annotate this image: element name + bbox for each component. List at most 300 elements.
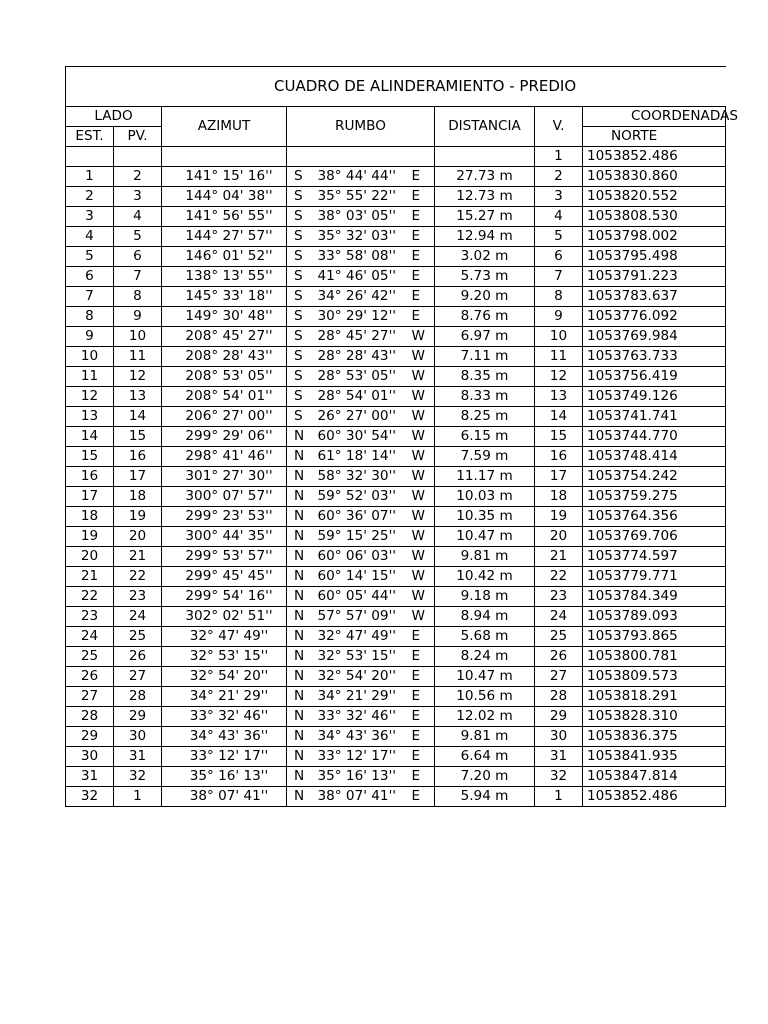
alignment-table-sheet bbox=[65, 66, 739, 809]
cell-pv: 26 bbox=[114, 647, 162, 667]
cell-rumbo-dir: N bbox=[287, 687, 314, 707]
cell-v: 2 bbox=[535, 167, 583, 187]
cell-rumbo-angle: 26° 27' 00'' bbox=[314, 407, 408, 427]
cell-rumbo-dir: N bbox=[287, 647, 314, 667]
cell-distancia: 6.64 m bbox=[435, 747, 535, 767]
cell-est: 18 bbox=[66, 507, 114, 527]
table-row bbox=[66, 787, 726, 807]
cell-pv bbox=[114, 147, 162, 167]
table-row bbox=[66, 447, 726, 467]
cell-rumbo-ew: W bbox=[408, 387, 435, 407]
cell-rumbo-angle: 38° 03' 05'' bbox=[314, 207, 408, 227]
cell-pv: 4 bbox=[114, 207, 162, 227]
title-row bbox=[66, 67, 726, 107]
cell-pv: 30 bbox=[114, 727, 162, 747]
cell-azimut: 299° 54' 16'' bbox=[162, 587, 287, 607]
header-rumbo: RUMBO bbox=[287, 107, 435, 147]
cell-azimut: 299° 45' 45'' bbox=[162, 567, 287, 587]
cell-distancia: 12.94 m bbox=[435, 227, 535, 247]
cell-v: 21 bbox=[535, 547, 583, 567]
cell-rumbo-ew: W bbox=[408, 447, 435, 467]
cell-pv: 12 bbox=[114, 367, 162, 387]
cell-norte: 1053763.733 bbox=[583, 347, 726, 367]
table-row bbox=[66, 467, 726, 487]
cell-rumbo-angle: 59° 52' 03'' bbox=[314, 487, 408, 507]
cell-v: 20 bbox=[535, 527, 583, 547]
table-row bbox=[66, 567, 726, 587]
cell-pv: 25 bbox=[114, 627, 162, 647]
cell-rumbo-ew: W bbox=[408, 587, 435, 607]
table-row bbox=[66, 487, 726, 507]
cell-azimut: 35° 16' 13'' bbox=[162, 767, 287, 787]
cell-distancia: 5.68 m bbox=[435, 627, 535, 647]
cell-rumbo-dir: N bbox=[287, 707, 314, 727]
cell-norte: 1053793.865 bbox=[583, 627, 726, 647]
cell-rumbo-dir: N bbox=[287, 527, 314, 547]
table-row bbox=[66, 607, 726, 627]
cell-rumbo-angle: 35° 32' 03'' bbox=[314, 227, 408, 247]
cell-rumbo-ew: E bbox=[408, 627, 435, 647]
cell-azimut: 34° 43' 36'' bbox=[162, 727, 287, 747]
cell-est: 27 bbox=[66, 687, 114, 707]
cell-rumbo-angle: 34° 43' 36'' bbox=[314, 727, 408, 747]
cell-norte: 1053852.486 bbox=[583, 787, 726, 807]
alignment-table bbox=[65, 66, 739, 807]
cell-rumbo-angle: 60° 36' 07'' bbox=[314, 507, 408, 527]
cell-norte: 1053791.223 bbox=[583, 267, 726, 287]
cell-v: 14 bbox=[535, 407, 583, 427]
cell-norte: 1053741.741 bbox=[583, 407, 726, 427]
table-row bbox=[66, 247, 726, 267]
cell-norte: 1053830.860 bbox=[583, 167, 726, 187]
cell-v: 25 bbox=[535, 627, 583, 647]
table-row bbox=[66, 707, 726, 727]
cell-rumbo-dir: N bbox=[287, 507, 314, 527]
cell-azimut: 300° 44' 35'' bbox=[162, 527, 287, 547]
cell-v: 30 bbox=[535, 727, 583, 747]
cell-distancia: 12.02 m bbox=[435, 707, 535, 727]
cell-azimut: 298° 41' 46'' bbox=[162, 447, 287, 467]
header-pv: PV. bbox=[114, 127, 162, 147]
cell-distancia: 3.02 m bbox=[435, 247, 535, 267]
cell-distancia: 10.03 m bbox=[435, 487, 535, 507]
cell-rumbo-ew: E bbox=[408, 747, 435, 767]
cell-azimut: 208° 45' 27'' bbox=[162, 327, 287, 347]
cell-v: 26 bbox=[535, 647, 583, 667]
table-row bbox=[66, 667, 726, 687]
cell-v: 23 bbox=[535, 587, 583, 607]
cell-pv: 11 bbox=[114, 347, 162, 367]
cell-v: 1 bbox=[535, 147, 583, 167]
cell-rumbo-dir: N bbox=[287, 567, 314, 587]
cell-pv: 2 bbox=[114, 167, 162, 187]
cell-est: 13 bbox=[66, 407, 114, 427]
cell-azimut: 141° 15' 16'' bbox=[162, 167, 287, 187]
cell-distancia: 8.35 m bbox=[435, 367, 535, 387]
cell-v: 15 bbox=[535, 427, 583, 447]
table-row bbox=[66, 427, 726, 447]
cell-norte: 1053808.530 bbox=[583, 207, 726, 227]
cell-distancia: 8.94 m bbox=[435, 607, 535, 627]
cell-distancia: 8.76 m bbox=[435, 307, 535, 327]
cell-norte: 1053784.349 bbox=[583, 587, 726, 607]
cell-est: 4 bbox=[66, 227, 114, 247]
table-row-initial bbox=[66, 147, 726, 167]
cell-rumbo-angle: 34° 26' 42'' bbox=[314, 287, 408, 307]
cell-est: 28 bbox=[66, 707, 114, 727]
cell-norte: 1053748.414 bbox=[583, 447, 726, 467]
cell-est: 12 bbox=[66, 387, 114, 407]
cell-est: 15 bbox=[66, 447, 114, 467]
cell-norte: 1053828.310 bbox=[583, 707, 726, 727]
cell-est: 17 bbox=[66, 487, 114, 507]
cell-rumbo-dir: N bbox=[287, 607, 314, 627]
header-coordenadas: COORDENADAS bbox=[583, 107, 726, 127]
cell-v: 31 bbox=[535, 747, 583, 767]
cell-rumbo-angle: 32° 54' 20'' bbox=[314, 667, 408, 687]
cell-pv: 19 bbox=[114, 507, 162, 527]
cell-rumbo-angle: 57° 57' 09'' bbox=[314, 607, 408, 627]
cell-v: 17 bbox=[535, 467, 583, 487]
cell-azimut: 32° 47' 49'' bbox=[162, 627, 287, 647]
header-row-1 bbox=[66, 107, 726, 127]
cell-v: 28 bbox=[535, 687, 583, 707]
cell-azimut: 33° 12' 17'' bbox=[162, 747, 287, 767]
cell-distancia: 6.97 m bbox=[435, 327, 535, 347]
cell-rumbo-dir: S bbox=[287, 247, 314, 267]
cell-azimut: 32° 54' 20'' bbox=[162, 667, 287, 687]
cell-azimut: 301° 27' 30'' bbox=[162, 467, 287, 487]
cell-pv: 24 bbox=[114, 607, 162, 627]
cell-v: 1 bbox=[535, 787, 583, 807]
cell-distancia: 12.73 m bbox=[435, 187, 535, 207]
table-row bbox=[66, 207, 726, 227]
cell-rumbo-dir: N bbox=[287, 447, 314, 467]
cell-pv: 22 bbox=[114, 567, 162, 587]
cell-rumbo-angle: 28° 54' 01'' bbox=[314, 387, 408, 407]
cell-rumbo-angle: 33° 58' 08'' bbox=[314, 247, 408, 267]
cell-rumbo-angle: 32° 53' 15'' bbox=[314, 647, 408, 667]
cell-azimut: 144° 04' 38'' bbox=[162, 187, 287, 207]
table-row bbox=[66, 387, 726, 407]
cell-est: 23 bbox=[66, 607, 114, 627]
cell-pv: 18 bbox=[114, 487, 162, 507]
table-row bbox=[66, 587, 726, 607]
table-row bbox=[66, 507, 726, 527]
cell-rumbo-dir: S bbox=[287, 267, 314, 287]
cell-rumbo-angle: 60° 06' 03'' bbox=[314, 547, 408, 567]
cell-est: 7 bbox=[66, 287, 114, 307]
cell-rumbo-dir: N bbox=[287, 547, 314, 567]
cell-pv: 3 bbox=[114, 187, 162, 207]
cell-distancia: 10.42 m bbox=[435, 567, 535, 587]
cell-azimut bbox=[162, 147, 287, 167]
cell-est: 20 bbox=[66, 547, 114, 567]
cell-distancia bbox=[435, 147, 535, 167]
cell-pv: 32 bbox=[114, 767, 162, 787]
cell-rumbo-ew: E bbox=[408, 707, 435, 727]
cell-azimut: 208° 54' 01'' bbox=[162, 387, 287, 407]
cell-v: 9 bbox=[535, 307, 583, 327]
cell-rumbo-angle: 28° 28' 43'' bbox=[314, 347, 408, 367]
cell-v: 13 bbox=[535, 387, 583, 407]
header-azimut: AZIMUT bbox=[162, 107, 287, 147]
cell-v: 8 bbox=[535, 287, 583, 307]
cell-est: 21 bbox=[66, 567, 114, 587]
cell-v: 24 bbox=[535, 607, 583, 627]
cell-distancia: 9.18 m bbox=[435, 587, 535, 607]
cell-azimut: 146° 01' 52'' bbox=[162, 247, 287, 267]
cell-norte: 1053744.770 bbox=[583, 427, 726, 447]
cell-rumbo-dir: N bbox=[287, 667, 314, 687]
cell-rumbo-ew: W bbox=[408, 527, 435, 547]
table-row bbox=[66, 547, 726, 567]
cell-rumbo-ew: W bbox=[408, 507, 435, 527]
cell-azimut: 145° 33' 18'' bbox=[162, 287, 287, 307]
cell-rumbo-angle: 38° 07' 41'' bbox=[314, 787, 408, 807]
cell-norte: 1053769.984 bbox=[583, 327, 726, 347]
cell-norte: 1053818.291 bbox=[583, 687, 726, 707]
cell-est: 11 bbox=[66, 367, 114, 387]
table-title: CUADRO DE ALINDERAMIENTO - PREDIO bbox=[66, 67, 726, 107]
cell-est: 8 bbox=[66, 307, 114, 327]
cell-norte: 1053754.242 bbox=[583, 467, 726, 487]
cell-rumbo-angle: 41° 46' 05'' bbox=[314, 267, 408, 287]
cell-rumbo-angle: 59° 15' 25'' bbox=[314, 527, 408, 547]
cell-norte: 1053774.597 bbox=[583, 547, 726, 567]
cell-azimut: 33° 32' 46'' bbox=[162, 707, 287, 727]
cell-rumbo-ew: E bbox=[408, 267, 435, 287]
cell-rumbo-dir: S bbox=[287, 347, 314, 367]
cell-rumbo-angle: 38° 44' 44'' bbox=[314, 167, 408, 187]
cell-pv: 6 bbox=[114, 247, 162, 267]
table-row bbox=[66, 747, 726, 767]
cell-distancia: 9.81 m bbox=[435, 727, 535, 747]
cell-rumbo-dir: N bbox=[287, 587, 314, 607]
cell-est: 26 bbox=[66, 667, 114, 687]
cell-distancia: 10.47 m bbox=[435, 527, 535, 547]
table-row bbox=[66, 527, 726, 547]
cell-distancia: 6.15 m bbox=[435, 427, 535, 447]
cell-rumbo-angle: 33° 12' 17'' bbox=[314, 747, 408, 767]
table-row bbox=[66, 187, 726, 207]
cell-norte: 1053809.573 bbox=[583, 667, 726, 687]
cell-norte: 1053759.275 bbox=[583, 487, 726, 507]
cell-rumbo-ew: E bbox=[408, 227, 435, 247]
cell-rumbo-angle: 30° 29' 12'' bbox=[314, 307, 408, 327]
cell-rumbo-angle: 32° 47' 49'' bbox=[314, 627, 408, 647]
table-row bbox=[66, 347, 726, 367]
cell-v: 22 bbox=[535, 567, 583, 587]
cell-pv: 15 bbox=[114, 427, 162, 447]
table-row bbox=[66, 267, 726, 287]
cell-azimut: 32° 53' 15'' bbox=[162, 647, 287, 667]
cell-rumbo-ew: E bbox=[408, 727, 435, 747]
cell-rumbo-ew: W bbox=[408, 327, 435, 347]
cell-rumbo-ew: W bbox=[408, 347, 435, 367]
cell-v: 6 bbox=[535, 247, 583, 267]
cell-azimut: 38° 07' 41'' bbox=[162, 787, 287, 807]
cell-rumbo-angle: 60° 05' 44'' bbox=[314, 587, 408, 607]
cell-norte: 1053783.637 bbox=[583, 287, 726, 307]
cell-est: 24 bbox=[66, 627, 114, 647]
cell-pv: 5 bbox=[114, 227, 162, 247]
cell-rumbo-angle: 58° 32' 30'' bbox=[314, 467, 408, 487]
cell-norte: 1053764.356 bbox=[583, 507, 726, 527]
cell-azimut: 300° 07' 57'' bbox=[162, 487, 287, 507]
table-row bbox=[66, 327, 726, 347]
cell-est: 14 bbox=[66, 427, 114, 447]
cell-rumbo-angle: 61° 18' 14'' bbox=[314, 447, 408, 467]
table-row bbox=[66, 727, 726, 747]
cell-rumbo-angle: 60° 30' 54'' bbox=[314, 427, 408, 447]
cell-rumbo-ew: E bbox=[408, 167, 435, 187]
cell-distancia: 7.20 m bbox=[435, 767, 535, 787]
cell-pv: 9 bbox=[114, 307, 162, 327]
cell-v: 11 bbox=[535, 347, 583, 367]
cell-est: 2 bbox=[66, 187, 114, 207]
cell-rumbo-dir: S bbox=[287, 207, 314, 227]
cell-pv: 14 bbox=[114, 407, 162, 427]
cell-azimut: 302° 02' 51'' bbox=[162, 607, 287, 627]
cell-rumbo-angle: 28° 45' 27'' bbox=[314, 327, 408, 347]
cell-pv: 31 bbox=[114, 747, 162, 767]
table-row bbox=[66, 307, 726, 327]
cell-est: 9 bbox=[66, 327, 114, 347]
cell-rumbo-dir: N bbox=[287, 727, 314, 747]
cell-pv: 1 bbox=[114, 787, 162, 807]
cell-rumbo-ew: W bbox=[408, 547, 435, 567]
cell-v: 16 bbox=[535, 447, 583, 467]
table-row bbox=[66, 767, 726, 787]
cell-pv: 21 bbox=[114, 547, 162, 567]
cell-azimut: 299° 23' 53'' bbox=[162, 507, 287, 527]
header-distancia: DISTANCIA bbox=[435, 107, 535, 147]
cell-distancia: 5.73 m bbox=[435, 267, 535, 287]
cell-azimut: 208° 53' 05'' bbox=[162, 367, 287, 387]
cell-v: 18 bbox=[535, 487, 583, 507]
cell-distancia: 7.11 m bbox=[435, 347, 535, 367]
cell-norte: 1053852.486 bbox=[583, 147, 726, 167]
cell-rumbo-dir: N bbox=[287, 427, 314, 447]
cell-rumbo-dir: N bbox=[287, 627, 314, 647]
cell-rumbo-dir: N bbox=[287, 767, 314, 787]
cell-est: 5 bbox=[66, 247, 114, 267]
cell-est: 19 bbox=[66, 527, 114, 547]
cell-distancia: 10.35 m bbox=[435, 507, 535, 527]
cell-azimut: 138° 13' 55'' bbox=[162, 267, 287, 287]
cell-pv: 17 bbox=[114, 467, 162, 487]
cell-rumbo-dir: S bbox=[287, 387, 314, 407]
cell-v: 4 bbox=[535, 207, 583, 227]
cell-distancia: 8.24 m bbox=[435, 647, 535, 667]
cell-pv: 13 bbox=[114, 387, 162, 407]
cell-norte: 1053756.419 bbox=[583, 367, 726, 387]
table-row bbox=[66, 627, 726, 647]
cell-rumbo-angle: 60° 14' 15'' bbox=[314, 567, 408, 587]
cell-rumbo-ew: W bbox=[408, 427, 435, 447]
cell-norte: 1053795.498 bbox=[583, 247, 726, 267]
cell-rumbo-angle: 35° 55' 22'' bbox=[314, 187, 408, 207]
cell-rumbo-angle: 34° 21' 29'' bbox=[314, 687, 408, 707]
cell-pv: 10 bbox=[114, 327, 162, 347]
cell-rumbo-ew: W bbox=[408, 367, 435, 387]
cell-est: 31 bbox=[66, 767, 114, 787]
cell-rumbo-ew: W bbox=[408, 407, 435, 427]
table-row bbox=[66, 687, 726, 707]
cell-rumbo-dir: S bbox=[287, 367, 314, 387]
cell-rumbo-ew: E bbox=[408, 647, 435, 667]
cell-rumbo-dir: N bbox=[287, 747, 314, 767]
cell-distancia: 8.25 m bbox=[435, 407, 535, 427]
cell-norte: 1053789.093 bbox=[583, 607, 726, 627]
cell-norte: 1053841.935 bbox=[583, 747, 726, 767]
cell-v: 12 bbox=[535, 367, 583, 387]
cell-rumbo-ew: E bbox=[408, 767, 435, 787]
cell-est: 32 bbox=[66, 787, 114, 807]
cell-pv: 7 bbox=[114, 267, 162, 287]
cell-distancia: 10.47 m bbox=[435, 667, 535, 687]
cell-azimut: 299° 29' 06'' bbox=[162, 427, 287, 447]
cell-est bbox=[66, 147, 114, 167]
cell-v: 27 bbox=[535, 667, 583, 687]
cell-pv: 27 bbox=[114, 667, 162, 687]
table-row bbox=[66, 407, 726, 427]
cell-rumbo-ew: E bbox=[408, 687, 435, 707]
cell-rumbo-ew: E bbox=[408, 667, 435, 687]
cell-rumbo-ew: E bbox=[408, 187, 435, 207]
header-v: V. bbox=[535, 107, 583, 147]
cell-pv: 20 bbox=[114, 527, 162, 547]
cell-norte: 1053749.126 bbox=[583, 387, 726, 407]
cell-distancia: 11.17 m bbox=[435, 467, 535, 487]
cell-pv: 8 bbox=[114, 287, 162, 307]
cell-rumbo-angle: 33° 32' 46'' bbox=[314, 707, 408, 727]
cell-rumbo-dir: S bbox=[287, 227, 314, 247]
cell-rumbo-dir: S bbox=[287, 187, 314, 207]
cell-rumbo-dir: N bbox=[287, 787, 314, 807]
cell-norte: 1053800.781 bbox=[583, 647, 726, 667]
cell-rumbo-ew: W bbox=[408, 487, 435, 507]
cell-azimut: 34° 21' 29'' bbox=[162, 687, 287, 707]
cell-est: 6 bbox=[66, 267, 114, 287]
cell-rumbo-dir: S bbox=[287, 167, 314, 187]
cell-v: 3 bbox=[535, 187, 583, 207]
cell-pv: 28 bbox=[114, 687, 162, 707]
cell-rumbo-ew: E bbox=[408, 307, 435, 327]
cell-rumbo-dir: S bbox=[287, 407, 314, 427]
cell-v: 10 bbox=[535, 327, 583, 347]
cell-rumbo-dir: S bbox=[287, 327, 314, 347]
cell-azimut: 144° 27' 57'' bbox=[162, 227, 287, 247]
cell-rumbo-dir: N bbox=[287, 487, 314, 507]
cell-est: 22 bbox=[66, 587, 114, 607]
cell-est: 25 bbox=[66, 647, 114, 667]
cell-est: 16 bbox=[66, 467, 114, 487]
cell-rumbo-dir: S bbox=[287, 307, 314, 327]
cell-distancia: 8.33 m bbox=[435, 387, 535, 407]
cell-est: 10 bbox=[66, 347, 114, 367]
cell-distancia: 10.56 m bbox=[435, 687, 535, 707]
cell-rumbo-angle: 35° 16' 13'' bbox=[314, 767, 408, 787]
cell-rumbo-ew: E bbox=[408, 287, 435, 307]
cell-rumbo-ew: E bbox=[408, 207, 435, 227]
cell-rumbo-ew: E bbox=[408, 247, 435, 267]
table-row bbox=[66, 287, 726, 307]
cell-distancia: 9.81 m bbox=[435, 547, 535, 567]
cell-distancia: 27.73 m bbox=[435, 167, 535, 187]
header-est: EST. bbox=[66, 127, 114, 147]
